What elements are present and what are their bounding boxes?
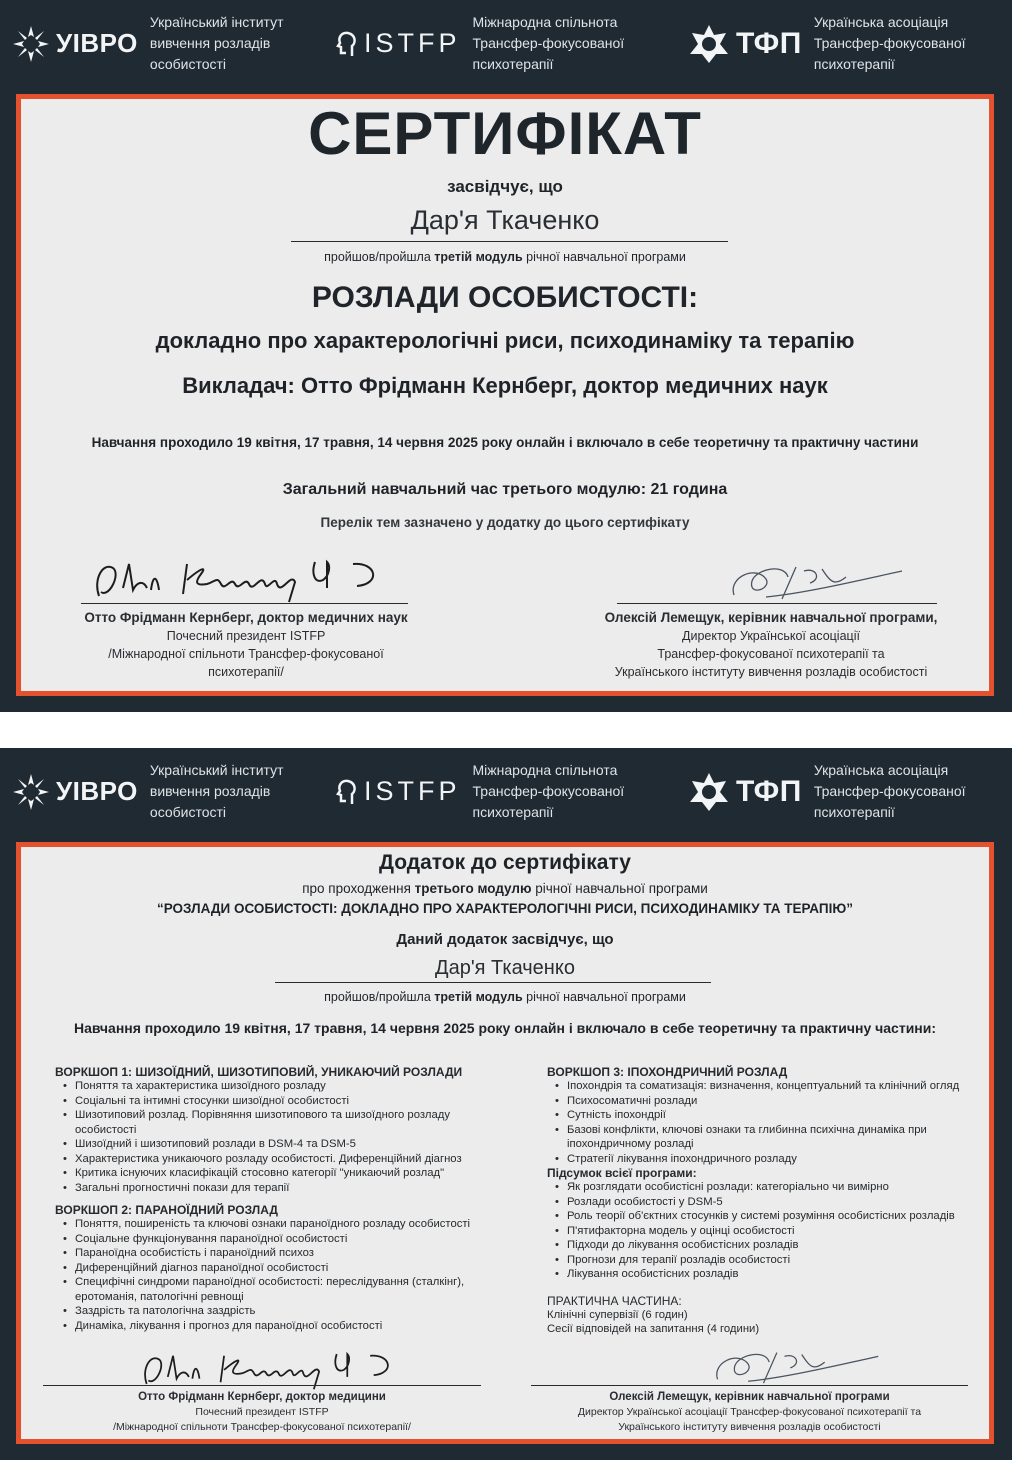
left-signature-line	[81, 603, 408, 604]
summary-list	[547, 1180, 977, 1282]
tfp-description: Українська асоціація Трансфер-фокусованої психотерапії	[813, 14, 966, 72]
list-item: • Підходи до лікування особистісних розладів	[565, 1238, 977, 1253]
practice-line: Клінічні супервізії (6 годин)	[547, 1308, 688, 1321]
list-item: • Параноїдна особистість і параноїдний психоз	[73, 1246, 505, 1261]
training-dates: Навчання проходило 19 квітня, 17 травня, 14 червня 2025 року онлайн і включало в себе теоретичну та практичну частини	[91, 435, 919, 450]
certificate-title: СЕРТИФІКАТ	[308, 100, 702, 167]
list-item: • Заздрість та патологічна заздрість	[73, 1304, 505, 1319]
teacher: Викладач: Отто Фрідманн Кернберг, доктор медичних наук	[182, 373, 828, 398]
list-item: • Диференційний діагноз параноїдної особистості	[73, 1261, 505, 1276]
istfp-brand: ISTFP	[364, 776, 461, 806]
recipient-name: Дар'я Ткаченко	[410, 205, 600, 235]
uivro-description: Український інститут вивчення розладів особистості	[149, 762, 284, 820]
istfp-brand: ISTFP	[364, 28, 461, 58]
topics-note: Перелік тем зазначено у додатку до цього сертифікату	[320, 515, 690, 530]
workshop-2-title: ВОРКШОП 2: ПАРАНОЇДНИЙ РОЗЛАД	[55, 1203, 278, 1217]
uivro-star-icon	[12, 773, 50, 811]
appendix-name-underline	[275, 982, 711, 983]
list-item: • Соціальні та інтимні стосунки шизоїдної особистості	[73, 1094, 505, 1109]
list-item: • Стратегії лікування іпохондричного розладу	[565, 1152, 977, 1167]
uivro-description: Український інститут вивчення розладів особистості	[149, 14, 284, 72]
lemeshchuk-signature	[726, 557, 906, 603]
appendix-recipient-name: Дар'я Ткаченко	[435, 957, 575, 979]
course-subtitle: докладно про характерологічні риси, психодинаміку та терапію	[155, 328, 855, 353]
list-item: • Роль теорії об'єктних стосунків у системі розуміння особистісних розладів	[565, 1209, 977, 1224]
practice-line: Сесії відповідей на запитання (4 години)	[547, 1323, 760, 1335]
uivro-brand: УІВРО	[56, 28, 138, 58]
list-item: • Поняття, поширеність та ключові ознаки параноїдного розладу особистості	[73, 1217, 505, 1232]
left-signatory: Отто Фрідманн Кернберг, доктор медичних наук Почесний президент ISTFP /Міжнародної спільноти Трансфер-фокусованої психотерапії/	[84, 610, 408, 679]
appendix-module-passed: пройшов/пройшла третій модуль річної навчальної програми	[324, 990, 686, 1004]
tfp-star-icon	[688, 23, 730, 65]
list-item: • Прогнози для терапії розладів особистості	[565, 1253, 977, 1268]
course-title: РОЗЛАДИ ОСОБИСТОСТІ:	[311, 281, 699, 314]
tfp-description: Українська асоціація Трансфер-фокусованої психотерапії	[813, 762, 966, 820]
list-item: • Характеристика уникаючого розладу особистості. Диференційний діагноз	[73, 1152, 505, 1167]
appendix-left-signatory: Отто Фрідманн Кернберг, доктор медицини Почесний президент ISTFP /Міжнародної спільноти Трансфер-фокусованої психотерапії/	[113, 1391, 411, 1433]
appendix-left-signature-line	[43, 1385, 481, 1386]
workshop-1-list	[55, 1079, 505, 1195]
appendix-training-dates: Навчання проходило 19 квітня, 17 травня, 14 червня 2025 року онлайн і включало в себе теоретичну та практичну частини:	[73, 1020, 937, 1036]
workshop-2-list	[55, 1217, 505, 1333]
list-item: • Розлади особистості у DSM-5	[565, 1195, 977, 1210]
list-item: • Критика існуючих класифікацій стосовно категорії "уникаючий розлад"	[73, 1166, 505, 1181]
workshop-3-list	[547, 1079, 977, 1166]
left-column	[55, 1065, 505, 1333]
certifies-text: засвідчує, що	[447, 177, 563, 196]
header-bar	[0, 0, 1012, 90]
list-item: • Лікування особистісних розладів	[565, 1267, 977, 1282]
uivro-star-icon	[12, 25, 50, 63]
uivro-brand: УІВРО	[56, 776, 138, 806]
lemeshchuk-signature	[706, 1343, 886, 1387]
right-column	[547, 1065, 977, 1337]
uivro-logo	[12, 12, 284, 75]
right-signatory: Олексій Лемещук, керівник навчальної програми, Директор Української асоціації Трансфер-фокусованої психотерапії та Українського інституту вивчення розладів особистості	[604, 610, 938, 679]
tfp-logo	[688, 12, 966, 75]
istfp-description: Міжнародна спільнота Трансфер-фокусованої психотерапії	[472, 762, 625, 820]
appendix-title: Додаток до сертифікату	[379, 851, 631, 874]
list-item: • Базові конфлікти, ключові ознаки та глибинна психічна динаміка при іпохондричному розладі	[565, 1123, 977, 1152]
list-item: • Специфічні синдроми параноїдної особистості: переслідування (сталкінг), еротоманія, патологічні ревнощі	[73, 1275, 505, 1304]
kernberg-signature	[91, 554, 401, 604]
name-underline	[291, 241, 728, 242]
list-item: • Загальні прогностичні покази для терапії	[73, 1181, 505, 1196]
list-item: • Динаміка, лікування і прогноз для параноїдної особистості	[73, 1319, 505, 1334]
istfp-logo	[336, 760, 624, 823]
total-hours: Загальний навчальний час третього модулю: 21 година	[282, 481, 728, 498]
workshop-1-title: ВОРКШОП 1: ШИЗОЇДНИЙ, ШИЗОТИПОВИЙ, УНИКАЮЧИЙ РОЗЛАДИ	[55, 1065, 463, 1079]
list-item: • Поняття та характеристика шизоїдного розладу	[73, 1079, 505, 1094]
list-item: • Як розглядати особистісні розлади: категоріально чи вимірно	[565, 1180, 977, 1195]
summary-title: Підсумок всієї програми:	[547, 1166, 697, 1180]
tfp-logo	[688, 760, 966, 823]
right-signature-line	[617, 603, 937, 604]
list-item: • Сутність іпохондрії	[565, 1108, 977, 1123]
list-item: • П'ятифакторна модель у оцінці особистості	[565, 1224, 977, 1239]
list-item: • Шизоїдний і шизотиповий розлади в DSM-4 та DSM-5	[73, 1137, 505, 1152]
header-bar-2	[0, 748, 1012, 838]
practice-title: ПРАКТИЧНА ЧАСТИНА:	[547, 1293, 682, 1308]
tfp-brand: ТФП	[736, 774, 802, 808]
istfp-head-icon	[336, 777, 358, 807]
tfp-star-icon	[688, 771, 730, 813]
workshop-3-title: ВОРКШОП 3: ІПОХОНДРИЧНИЙ РОЗЛАД	[547, 1065, 788, 1079]
appendix-about: про проходження третього модулю річної навчальної програми	[302, 881, 708, 896]
module-passed: пройшов/пройшла третій модуль річної навчальної програми	[324, 250, 686, 264]
certificate-sheet	[16, 94, 994, 696]
istfp-logo	[336, 12, 624, 75]
list-item: • Соціальне функціонування параноїдної особистості	[73, 1232, 505, 1247]
istfp-description: Міжнародна спільнота Трансфер-фокусованої психотерапії	[472, 14, 625, 72]
appendix-page	[0, 748, 1012, 1460]
istfp-head-icon	[336, 29, 358, 59]
certificate-page	[0, 0, 1012, 712]
appendix-sheet	[16, 842, 994, 1444]
appendix-certifies: Даний додаток засвідчує, що	[396, 931, 614, 948]
appendix-right-signatory: Олексій Лемещук, керівник навчальної програми Директор Української асоціації Трансфер-фокусованої психотерапії та Українського інституту вивчення розладів особистості	[577, 1391, 922, 1433]
list-item: • Іпохондрія та соматизація: визначення, концептуальний та клінічний огляд	[565, 1079, 977, 1094]
list-item: • Шизотиповий розлад. Порівняння шизотипового та шизоїдного розладу особистості	[73, 1108, 505, 1137]
uivro-logo	[12, 760, 284, 823]
program-title: “РОЗЛАДИ ОСОБИСТОСТІ: ДОКЛАДНО ПРО ХАРАКТЕРОЛОГІЧНІ РИСИ, ПСИХОДИНАМІКУ ТА ТЕРАПІЮ”	[156, 901, 854, 916]
list-item: • Психосоматичні розлади	[565, 1094, 977, 1109]
appendix-right-signature-line	[531, 1385, 968, 1386]
tfp-brand: ТФП	[736, 26, 802, 60]
